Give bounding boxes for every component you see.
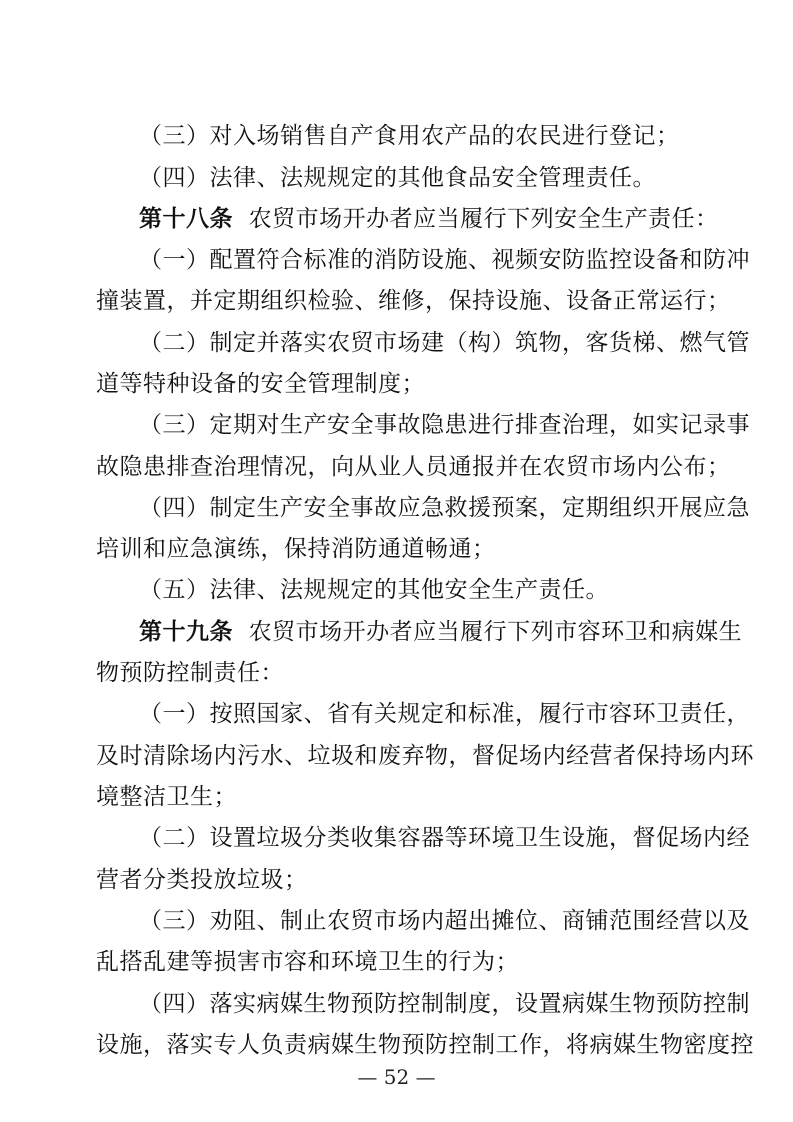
clause-4-emergency-line-1: （四）制定生产安全事故应急救援预案，定期组织开展应急 <box>139 495 750 521</box>
article-18-text: 农贸市场开办者应当履行下列安全生产责任： <box>248 206 719 232</box>
article-19-heading <box>0 612 793 652</box>
article-18-heading <box>0 199 793 239</box>
clause-2-structures-line-1: （二）制定并落实农贸市场建（构）筑物，客货梯、燃气管 <box>139 330 750 356</box>
article-19-heading-line-2: 物预防控制责任： <box>96 660 284 686</box>
clause-2-garbage-line-2: 营者分类投放垃圾； <box>96 867 308 893</box>
clause-1-sanitation-line-1: （一）按照国家、省有关规定和标准，履行市容环卫责任， <box>139 701 750 727</box>
clause-2-structures-line-2: 道等特种设备的安全管理制度； <box>96 371 425 397</box>
clause-4-vector-control-line-1: （四）落实病媒生物预防控制制度，设置病媒生物预防控制 <box>139 991 750 1017</box>
clause-3-stalls-line-2: 乱搭乱建等损害市容和环境卫生的行为； <box>96 949 519 975</box>
page-number: — 52 — <box>357 1065 436 1089</box>
clause-3-stalls-line-1: （三）劝阻、制止农贸市场内超出摊位、商铺范围经营以及 <box>139 908 750 934</box>
article-19-label: 第十九条 <box>139 618 233 645</box>
clause-4-food-safety: （四）法律、法规规定的其他食品安全管理责任。 <box>139 165 656 191</box>
clause-3-hazards-line-2: 故隐患排查治理情况，向从业人员通报并在农贸市场内公布； <box>96 454 731 480</box>
clause-1-sanitation-line-3: 境整洁卫生； <box>96 784 237 810</box>
article-18-label: 第十八条 <box>139 205 233 232</box>
clause-1-fire-line-1: （一）配置符合标准的消防设施、视频安防监控设备和防冲 <box>139 247 750 273</box>
clause-3-hazards-line-1: （三）定期对生产安全事故隐患进行排查治理，如实记录事 <box>139 412 750 438</box>
clause-3-registration: （三）对入场销售自产食用农产品的农民进行登记； <box>139 123 680 149</box>
clause-4-vector-control-line-2: 设施，落实专人负责病媒生物预防控制工作，将病媒生物密度控 <box>96 1032 754 1058</box>
clause-1-fire-line-2: 撞装置，并定期组织检验、维修，保持设施、设备正常运行； <box>96 288 731 314</box>
clause-4-emergency-line-2: 培训和应急演练，保持消防通道畅通； <box>96 536 496 562</box>
clause-1-sanitation-line-2: 及时清除场内污水、垃圾和废弃物，督促场内经营者保持场内环 <box>96 743 754 769</box>
clause-5-production-safety: （五）法律、法规规定的其他安全生产责任。 <box>139 577 609 603</box>
article-19-text: 农贸市场开办者应当履行下列市容环卫和病媒生 <box>248 619 743 645</box>
clause-2-garbage-line-1: （二）设置垃圾分类收集容器等环境卫生设施，督促场内经 <box>139 825 750 851</box>
